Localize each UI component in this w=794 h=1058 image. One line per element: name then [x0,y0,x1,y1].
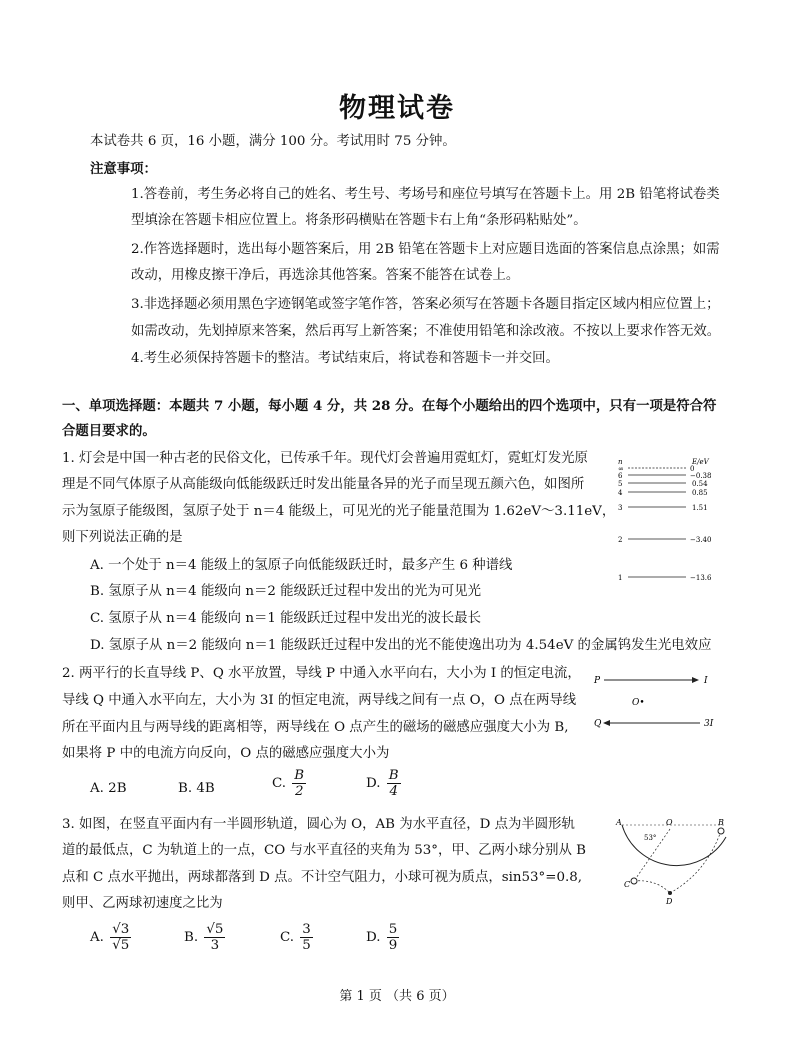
exam-intro: 本试卷共 6 页，16 小题，满分 100 分。考试用时 75 分钟。 [90,134,456,149]
q2-option-b: B. 4B [178,781,215,796]
q2-option-c [272,768,308,799]
point-a-label: A [616,818,622,827]
point-d-label: D [666,897,673,906]
numerator: B [388,768,399,783]
option-label: A. [90,930,104,945]
note-line: 型填涂在答题卡相应位置上。将条形码横贴在答题卡右上角“条形码粘贴处”。 [131,213,587,228]
q2-stem-line: 所在平面内且与两导线的距离相等，两导线在 O 点产生的磁场的磁感应强度大小为 B, [62,720,569,735]
note-line: 3.非选择题必须用黑色字迹钢笔或签字笔作答，答案必须写在答题卡各题目指定区域内相应位置上； [131,297,720,312]
q3-stem-line: 道的最低点，C 为轨道上的一点，CO 与水平直径的夹角为 53°，甲、乙两小球分别从 B [62,843,586,858]
ball-c [631,878,637,884]
level-n: 6 [618,472,623,480]
numerator: 3 [302,922,311,937]
point-b-label: B [718,818,724,827]
note-line: 2.作答选择题时，选出每小题答案后，用 2B 铅笔在答题卡上对应题目选面的答案信息点涂黑；如需 [131,242,720,257]
q1-option-d: D. 氢原子从 n＝2 能级向 n＝1 能级跃迁过程中发出的光不能使逸出功为 4.54eV 的金属钨发生光电效应 [90,638,712,653]
option-label: B. [184,930,199,945]
current-i-label: I [704,676,708,686]
trajectory-c [634,881,670,893]
q2-stem-line: 导线 Q 中通入水平向左，大小为 3I 的恒定电流，两导线之间有一点 O，O 点在两导线 [62,693,577,708]
semicircle-track [622,825,726,866]
fraction [204,922,225,953]
q1-stem-line: 1. 灯会是中国一种古老的民俗文化，已传承千年。现代灯会普遍用霓虹灯，霓虹灯发光原 [62,451,588,466]
note-line: 改动，用橡皮擦干净后，再选涂其他答案。答案不能答在试卷上。 [131,268,520,283]
level-n: 1 [618,574,623,582]
level-n: ∞ [618,465,624,473]
notes-heading: 注意事项： [90,161,157,177]
wire-q-label: Q [594,719,602,729]
page-title: 物理试卷 [339,93,455,124]
page-footer: 第 1 页 （共 6 页） [339,989,455,1004]
q2-stem-line: 2. 两平行的长直导线 P、Q 水平放置，导线 P 中通入水平向右，大小为 I 的恒定电流， [62,666,581,681]
numerator: √5 [206,922,224,937]
level-n: 5 [618,480,623,488]
level-n: 2 [618,536,623,544]
denominator: √5 [112,938,130,953]
wire-p-label: P [594,676,601,686]
q1-stem-line: 示为氢原子能级图，氢原子处于 n＝4 能级上，可见光的光子能量范围为 1.62eV～3.11eV， [62,504,616,519]
section-heading: 一、单项选择题：本题共 7 小题，每小题 4 分，共 28 分。在每个小题给出的四个选项中，只有一项是符合符 [62,398,717,414]
level-e: 0.54 [692,480,708,488]
note-line: 如需改动，先划掉原来答案，然后再写上新答案；不准使用铅笔和涂改液。不按以上要求作答无效。 [131,324,721,339]
fraction [300,922,313,953]
denominator: 9 [388,938,398,953]
note-line: 4.考生必须保持答题卡的整洁。考试结束后，将试卷和答题卡一并交回。 [131,351,559,366]
energy-level-diagram [614,456,724,586]
option-label: D. [366,930,381,945]
n-header: n [618,458,623,466]
fraction [387,922,400,953]
level-e: −0.38 [690,472,712,480]
angle-label: 53° [644,834,657,842]
level-n: 3 [618,504,623,512]
point-c-label: C [624,880,631,889]
q2-stem-line: 如果将 P 中的电流方向反向，O 点的磁感应强度大小为 [62,746,390,761]
q1-stem-line: 则下列说法正确的是 [62,530,183,545]
q3-option-d [366,922,401,953]
q1-stem-line: 理是不同气体原子从高能级向低能级跃迁时发出能量各异的光子而呈现五颜六色，如图所 [62,477,585,492]
e-header: E/eV [692,458,709,466]
level-e: 0.85 [692,489,708,497]
option-label: D. [366,776,381,791]
current-3i-label: 3I [704,719,714,729]
q3-stem-line: 3. 如图，在竖直平面内有一半圆形轨道，圆心为 O，AB 为水平直径，D 点为半圆形轨 [62,817,575,832]
fraction [387,768,401,799]
q3-option-c [280,922,315,953]
denominator: 2 [294,784,304,799]
q3-option-a [90,922,133,953]
level-e: 0 [690,465,695,473]
point-o-label: O• [632,698,645,708]
point-d [668,891,672,895]
level-e: −3.40 [690,536,712,544]
q1-option-a: A. 一个处于 n＝4 能级上的氢原子向低能级跃迁时，最多产生 6 种谱线 [90,558,513,573]
denominator: 5 [302,938,311,953]
fraction [110,922,131,953]
q1-option-b: B. 氢原子从 n＝4 能级向 n＝2 能级跃迁过程中发出的光为可见光 [90,584,482,599]
level-n: 4 [618,489,623,497]
section-heading: 合题目要求的。 [62,423,156,439]
option-label: C. [272,776,287,791]
numerator: 5 [388,922,398,937]
denominator: 3 [210,938,220,953]
parallel-wires-diagram [592,670,722,735]
numerator: B [294,768,305,783]
q2-option-a: A. 2B [90,781,127,796]
option-label: C. [280,930,295,945]
q2-option-d [366,768,403,799]
semicircle-track-diagram [606,813,736,913]
numerator: √3 [112,922,130,937]
q1-option-c: C. 氢原子从 n＝4 能级向 n＝1 能级跃迁过程中发出光的波长最长 [90,611,481,626]
denominator: 4 [389,784,398,799]
level-e: −13.6 [690,574,712,582]
q3-stem-line: 点和 C 点水平抛出，两球都落到 D 点。不计空气阻力，小球可视为质点，sin53°=0.8, [62,870,583,885]
point-o-label: O [666,818,673,827]
q3-stem-line: 则甲、乙两球初速度之比为 [62,896,223,911]
ball-b [718,828,724,834]
q3-option-b [184,922,227,953]
note-line: 1.答卷前，考生务必将自己的姓名、考生号、考场号和座位号填写在答题卡上。用 2B 铅笔将试卷类 [131,187,720,202]
fraction [292,768,306,799]
level-e: 1.51 [692,504,708,512]
